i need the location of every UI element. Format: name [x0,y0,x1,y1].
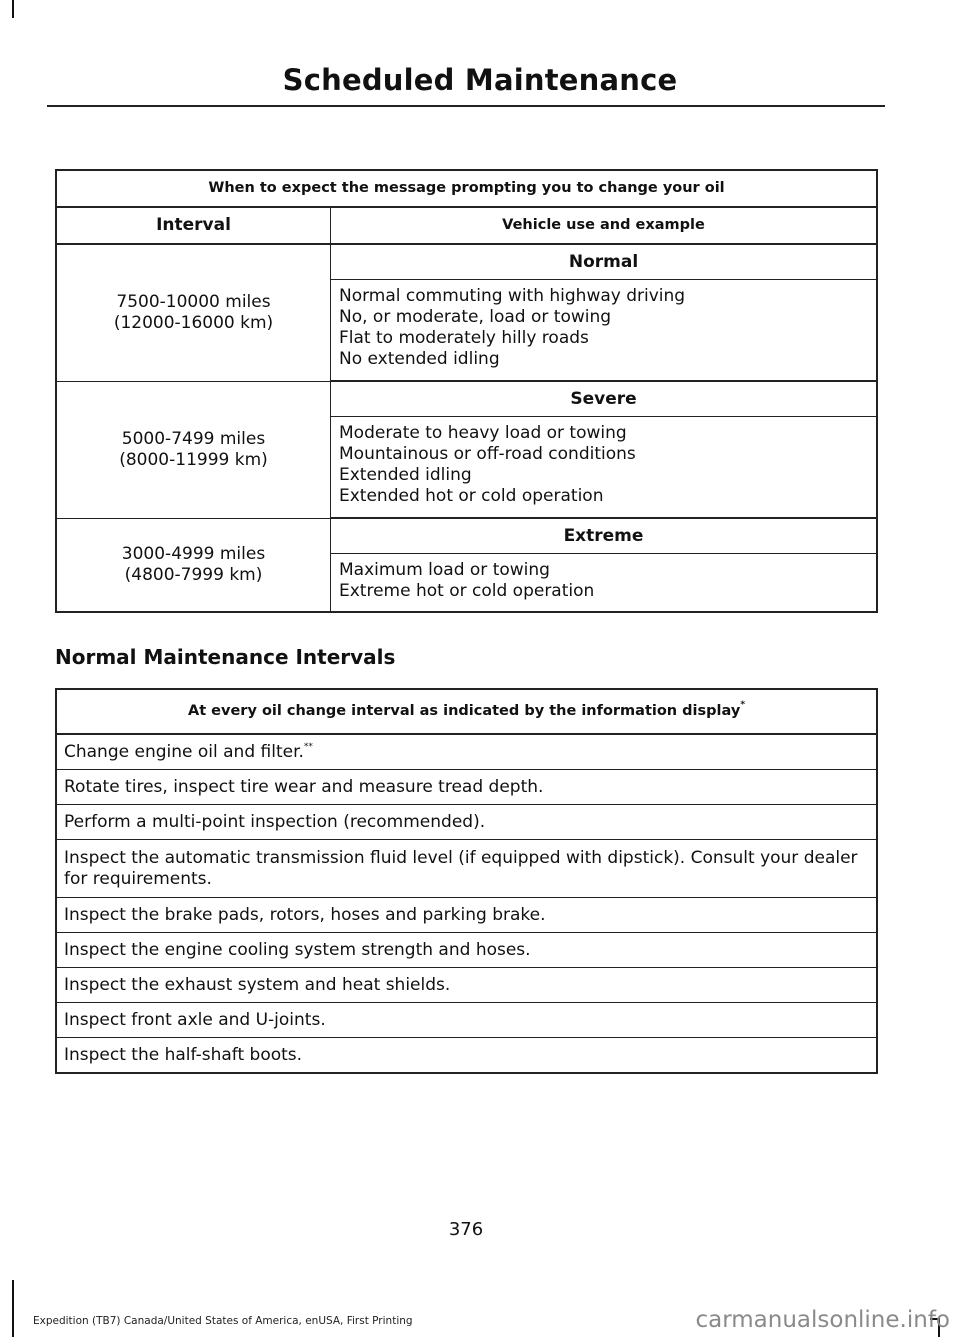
page-title: Scheduled Maintenance [282,63,678,97]
table-row [56,1003,877,1038]
table-row [56,381,877,417]
category-normal: Normal [331,244,878,280]
interval-miles: 3000-4999 miles [121,543,266,564]
maintenance-item [56,734,877,770]
maintenance-item: Perform a multi-point inspection (recommended). [56,805,877,840]
publication-footer: Expedition (TB7) Canada/United States of America, enUSA, First Printing [33,1315,413,1327]
example-item: No extended idling [339,349,500,369]
section-heading: Normal Maintenance Intervals [55,645,396,669]
interval-miles: 7500-10000 miles [116,291,271,312]
category-severe: Severe [331,381,878,417]
maintenance-item: Inspect the engine cooling system strength and hoses. [56,933,877,968]
table-row [56,968,877,1003]
example-item: No, or moderate, load or towing [339,307,612,327]
watermark-text: carmanualsonline.info [695,1307,950,1333]
interval-cell-normal [56,244,331,381]
interval-km: (12000-16000 km) [113,312,274,333]
example-item: Moderate to heavy load or towing [339,423,627,443]
crop-mark-top-left [12,0,14,18]
table-row [56,518,877,554]
maintenance-table-caption [56,689,877,734]
page-number: 376 [448,1219,484,1240]
oil-change-message-table [55,169,878,613]
oil-table-caption: When to expect the message prompting you to change your oil [56,170,877,207]
example-item: Maximum load or towing [339,560,550,580]
column-header-vehicle-use: Vehicle use and example [331,207,878,244]
interval-cell-extreme [56,518,331,612]
example-item: Extended hot or cold operation [339,486,604,506]
table-row [56,770,877,805]
footnote-mark: * [740,700,746,710]
column-header-interval: Interval [56,207,331,244]
examples-normal [331,280,878,382]
examples-severe [331,417,878,519]
table-row [56,898,877,933]
maintenance-caption-text: At every oil change interval as indicated by the information display [187,703,741,719]
interval-miles: 5000-7499 miles [121,428,266,449]
maintenance-item: Inspect the automatic transmission fluid level (if equipped with dipstick). Consult your dealer for requirements. [56,840,877,898]
category-extreme: Extreme [331,518,878,554]
title-divider [47,105,885,107]
maintenance-item: Inspect front axle and U-joints. [56,1003,877,1038]
example-item: Normal commuting with highway driving [339,286,686,306]
table-row [56,244,877,280]
footnote-mark: ** [303,741,313,752]
table-row [56,933,877,968]
example-item: Extreme hot or cold operation [339,581,595,601]
table-row [56,805,877,840]
maintenance-item: Rotate tires, inspect tire wear and measure tread depth. [56,770,877,805]
example-item: Mountainous or off-road conditions [339,444,636,464]
table-row [56,734,877,770]
examples-extreme [331,554,878,613]
normal-maintenance-table [55,688,878,1074]
interval-km: (8000-11999 km) [119,449,268,470]
example-item: Extended idling [339,465,472,485]
maintenance-item-text: Change engine oil and filter. [64,741,304,762]
table-row [56,1038,877,1074]
example-item: Flat to moderately hilly roads [339,328,589,348]
interval-cell-severe [56,381,331,518]
maintenance-item: Inspect the half-shaft boots. [56,1038,877,1074]
interval-km: (4800-7999 km) [124,564,263,585]
table-row [56,840,877,898]
crop-mark-bottom-left [12,1280,14,1337]
maintenance-item: Inspect the brake pads, rotors, hoses and parking brake. [56,898,877,933]
maintenance-item: Inspect the exhaust system and heat shields. [56,968,877,1003]
